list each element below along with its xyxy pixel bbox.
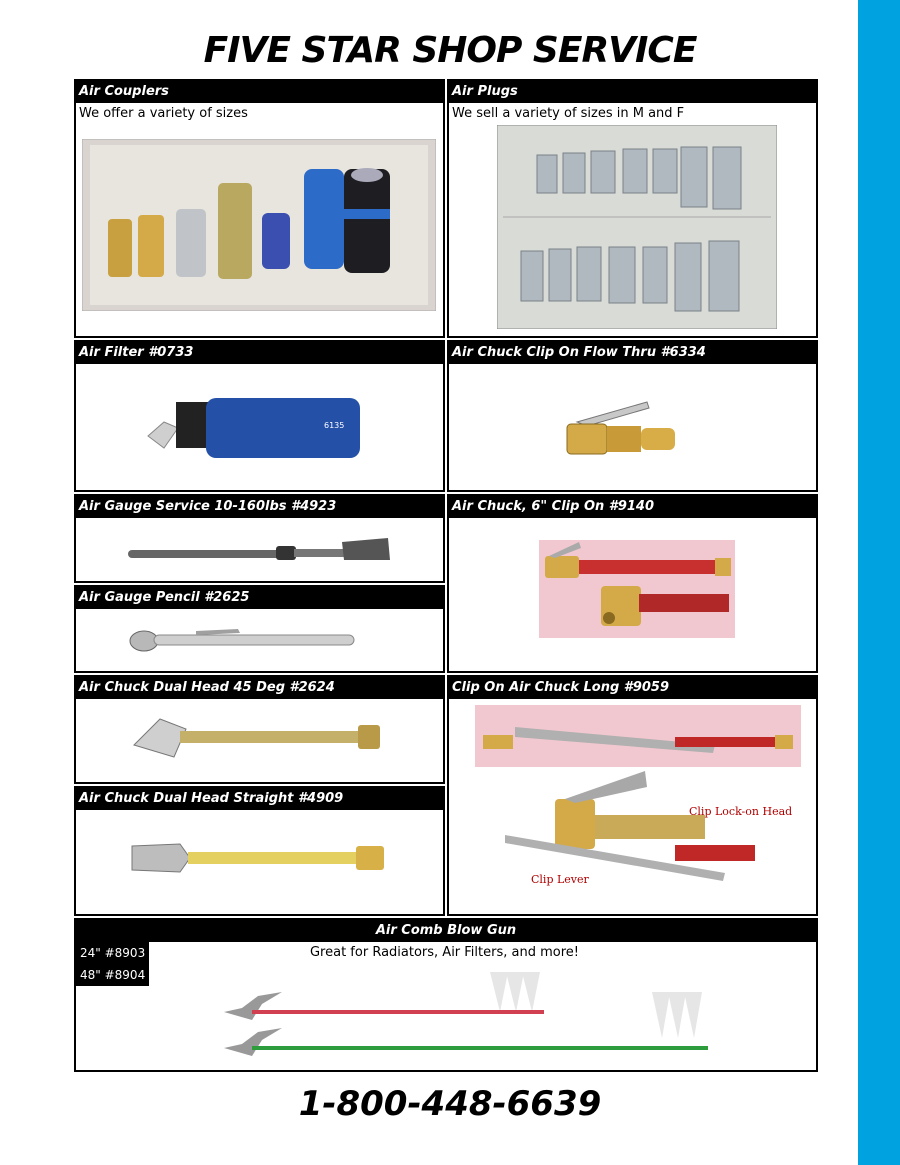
panel-description: Great for Radiators, Air Filters, and more! [309,945,579,960]
panel-title: Air Couplers [76,81,443,103]
panel-title: Air Chuck Dual Head Straight #4909 [76,788,443,810]
panel-air-plugs [447,79,818,338]
panel-air-filter [74,340,445,492]
page-title: FIVE STAR SHOP SERVICE [203,30,697,71]
panel-description: We offer a variety of sizes [79,106,248,121]
blow-gun-size-24: 24" #8903 [76,942,149,964]
panel-title: Air Gauge Pencil #2625 [76,587,443,609]
panel-chuck-dual-straight [74,786,445,916]
air-chuck-dual-straight-photo [130,838,388,878]
air-chuck-6in-photo [539,540,735,638]
air-gauge-pencil-photo [126,621,366,657]
air-chuck-dual-45-photo [130,711,384,767]
panel-title: Clip On Air Chuck Long #9059 [449,677,816,699]
air-chuck-clip-flow-photo [557,394,693,462]
panel-title: Air Gauge Service 10-160lbs #4923 [76,496,443,518]
blow-gun-size-48: 48" #8904 [76,964,149,986]
panel-description: We sell a variety of sizes in M and F [452,106,685,121]
panel-title: Air Chuck Dual Head 45 Deg #2624 [76,677,443,699]
label-clip-lever: Clip Lever [531,873,589,886]
panel-clip-long [447,675,818,916]
air-gauge-service-photo [126,530,396,568]
clip-on-chuck-long-photo [475,705,805,895]
panel-gauge-pencil [74,585,445,673]
phone-number[interactable]: 1-800-448-6639 [298,1084,602,1124]
panel-chuck-clip-flow [447,340,818,492]
panel-chuck-6in [447,494,818,673]
sidebar-accent-stripe [858,0,900,1165]
panel-title: Air Chuck Clip On Flow Thru #6334 [449,342,816,364]
air-comb-blow-gun-photo [222,968,722,1068]
svg-text:6135: 6135 [324,421,345,430]
panel-title: Air Plugs [449,81,816,103]
air-filter-photo [138,392,364,466]
panel-gauge-service [74,494,445,583]
panel-blow-gun [74,918,818,1072]
panel-air-couplers [74,79,445,338]
panel-chuck-dual-45 [74,675,445,784]
panel-title: Air Comb Blow Gun [76,920,816,942]
air-couplers-photo [82,139,436,311]
air-plugs-photo [497,125,777,329]
panel-title: Air Chuck, 6" Clip On #9140 [449,496,816,518]
label-clip-lockon-head: Clip Lock-on Head [689,805,793,818]
panel-title: Air Filter #0733 [76,342,443,364]
